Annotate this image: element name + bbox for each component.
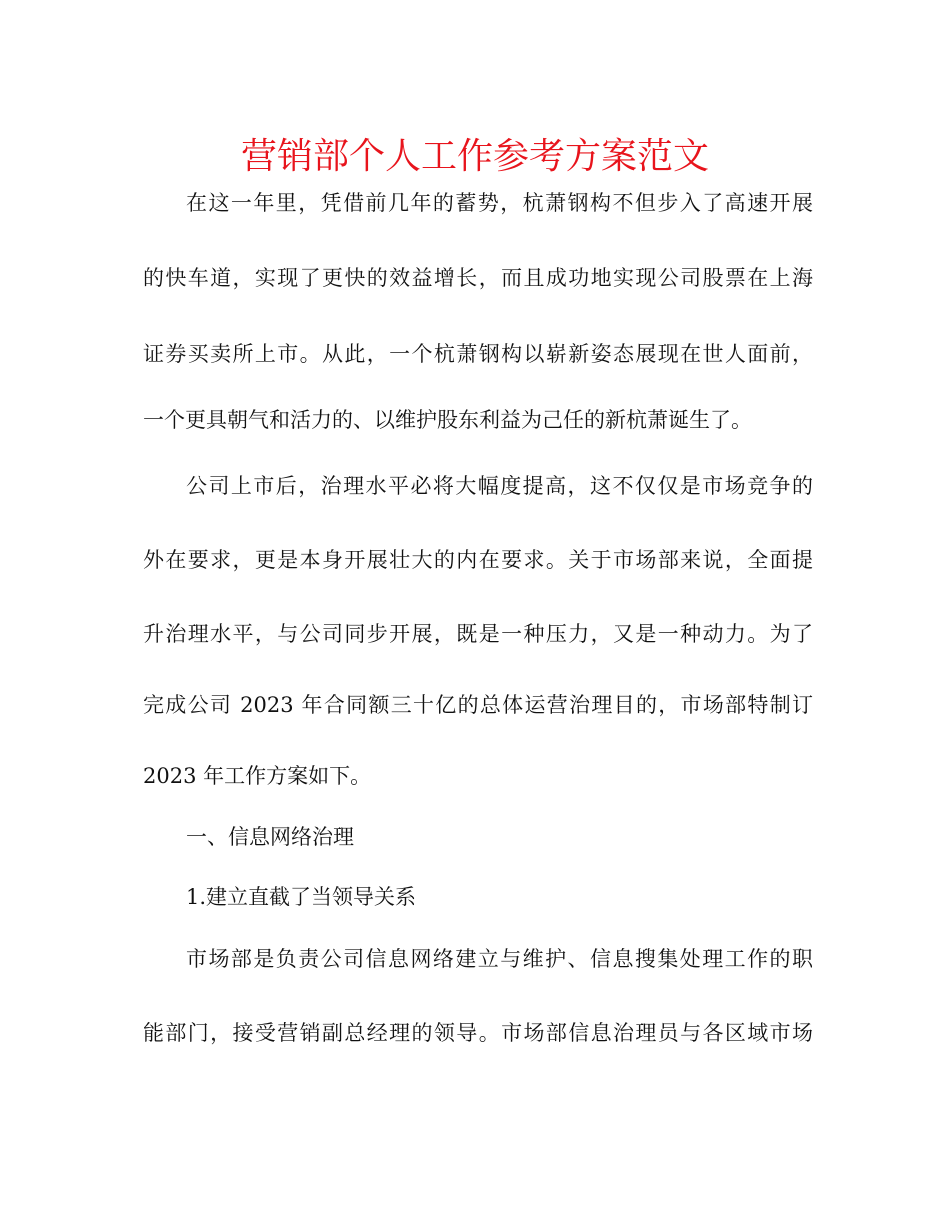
paragraph-line: 公司上市后，治理水平必将大幅度提高，这不仅仅是市场竞争的 xyxy=(186,474,813,498)
paragraph-line: 证券买卖所上市。从此，一个杭萧钢构以崭新姿态展现在世人面前， xyxy=(143,342,813,366)
section-heading: 一、信息网络治理 xyxy=(186,825,354,849)
paragraph-line: 一个更具朝气和活力的、以维护股东利益为己任的新杭萧诞生了。 xyxy=(143,408,752,432)
document-title: 营销部个人工作参考方案范文 xyxy=(240,136,709,177)
paragraph-line: 2023 年工作方案如下。 xyxy=(143,764,372,788)
paragraph-line: 完成公司 2023 年合同额三十亿的总体运营治理目的，市场部特制订 xyxy=(143,693,813,717)
paragraph-line: 升治理水平，与公司同步开展，既是一种压力，又是一种动力。为了 xyxy=(143,622,813,646)
paragraph-line: 外在要求，更是本身开展壮大的内在要求。关于市场部来说，全面提 xyxy=(143,548,813,572)
paragraph-line: 的快车道，实现了更快的效益增长，而且成功地实现公司股票在上海 xyxy=(143,266,813,290)
paragraph-line: 在这一年里，凭借前几年的蓄势，杭萧钢构不但步入了高速开展 xyxy=(186,191,813,215)
paragraph-line: 能部门，接受营销副总经理的领导。市场部信息治理员与各区域市场 xyxy=(143,1021,813,1045)
subsection-heading: 1.建立直截了当领导关系 xyxy=(186,885,417,909)
paragraph-line: 市场部是负责公司信息网络建立与维护、信息搜集处理工作的职 xyxy=(186,947,813,971)
